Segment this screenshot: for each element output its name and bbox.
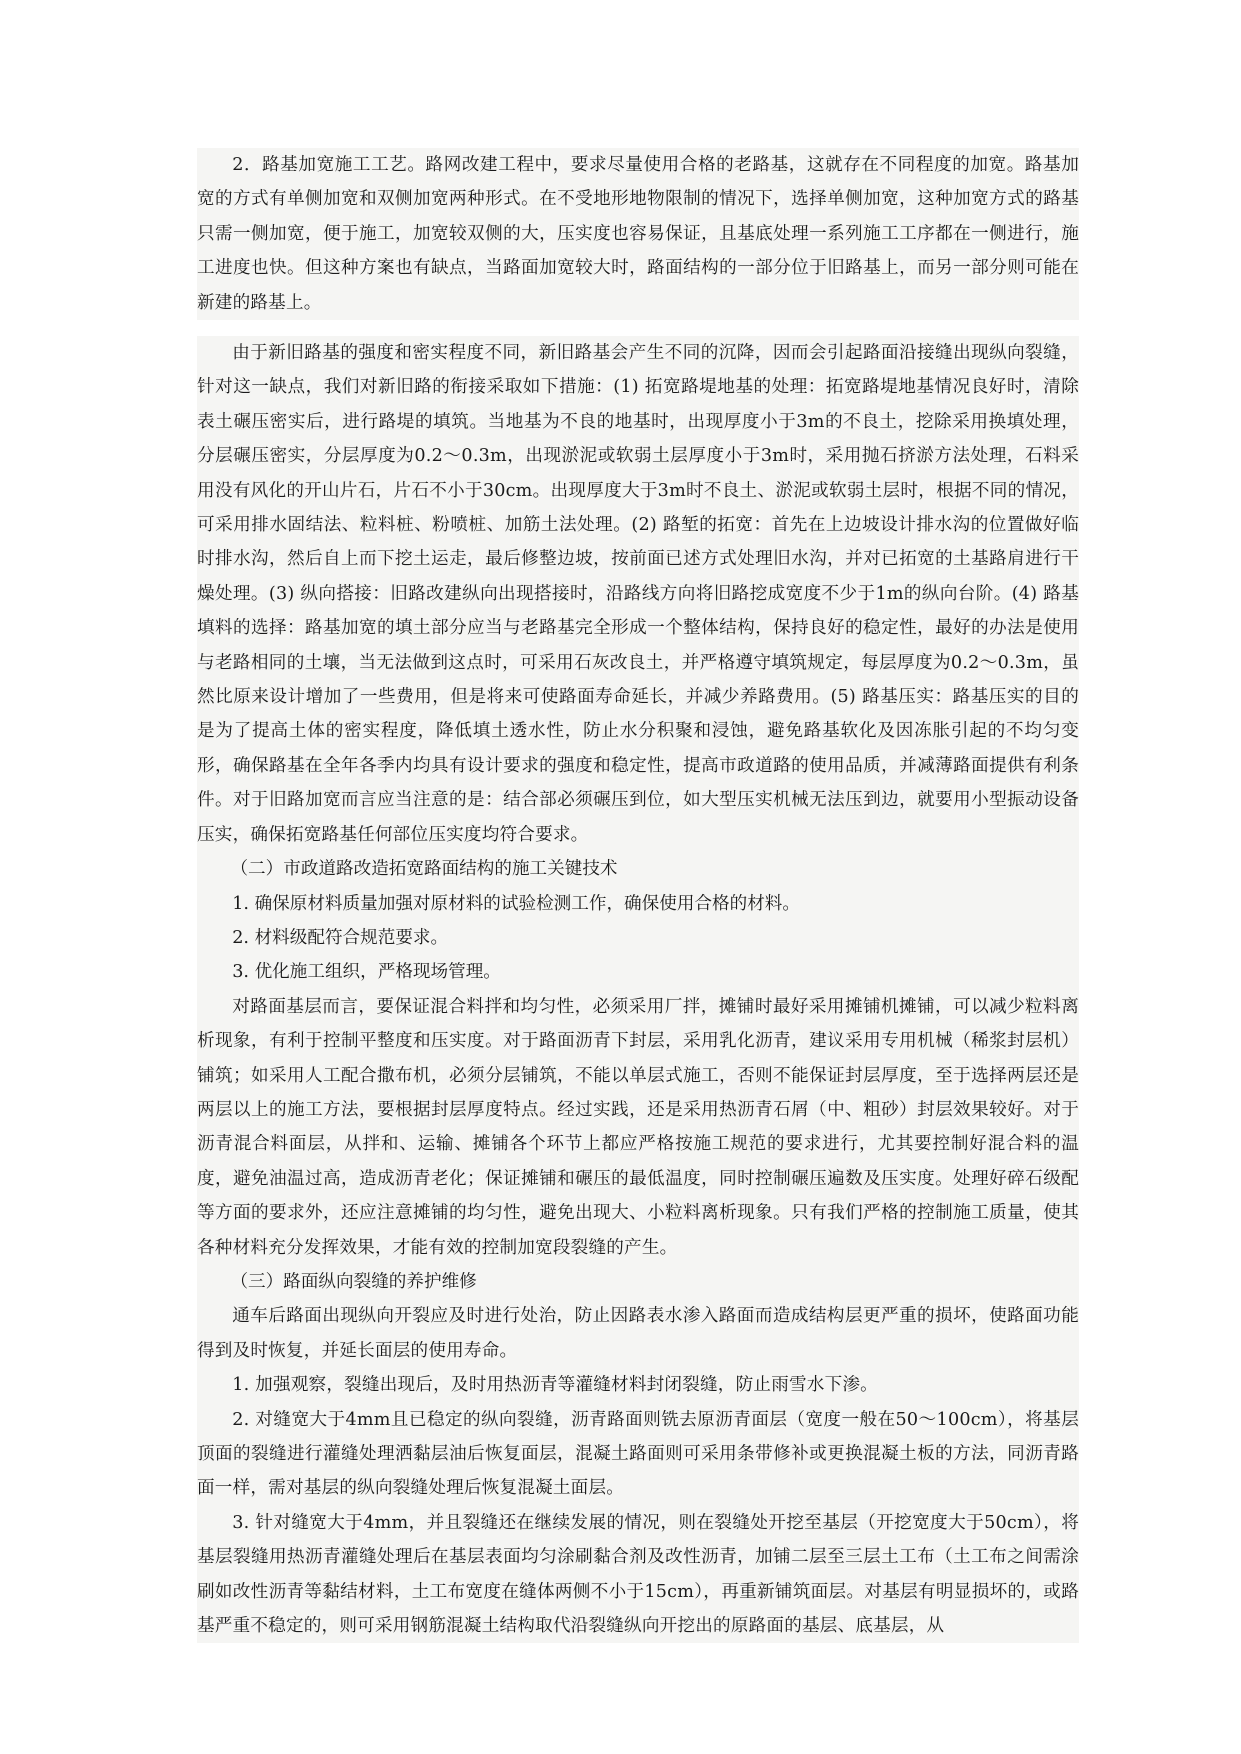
paragraph-joint-measures: 由于新旧路基的强度和密实程度不同，新旧路基会产生不同的沉降，因而会引起路面沿接缝出现纵向裂缝，针对这一缺点，我们对新旧路的衔接采取如下措施：(1) 拓宽路堤地基的处理：拓宽路堤地基情况良好时，清除表土碾压密实后，进行路堤的填筑。当地基为不良的地基时，出现厚度小于3m的不良土，挖除采用换填处理，分层碾压密实，分层厚度为0.2～0.3m，出现淤泥或软弱土层厚度小于3m时，采用抛石挤淤方法处理，石料采用没有风化的开山片石，片石不小于30cm。出现厚度大于3m时不良土、淤泥或软弱土层时，根据不同的情况，可采用排水固结法、粒料桩、粉喷桩、加筋土法处理。(2) 路堑的拓宽：首先在上边坡设计排水沟的位置做好临时排水沟，然后自上而下挖土运走，最后修整边坡，按前面已述方式处理旧水沟，并对已拓宽的土基路肩进行干燥处理。(3) 纵向搭接：旧路改建纵向出现搭接时，沿路线方向将旧路挖成宽度不少于1m的纵向台阶。(4) 路基填料的选择：路基加宽的填土部分应当与老路基完全形成一个整体结构，保持良好的稳定性，最好的办法是使用与老路相同的土壤，当无法做到这点时，可采用石灰改良土，并严格遵守填筑规定，每层厚度为0.2～0.3m，虽然比原来设计增加了一些费用，但是将来可使路面寿命延长，并减少养路费用。(5) 路基压实：路基压实的目的是为了提高土体的密实程度，降低填土透水性，防止水分积聚和浸蚀，避免路基软化及因冻胀引起的不均匀变形，确保路基在全年各季内均具有设计要求的强度和稳定性，提高市政道路的使用品质，并减薄路面提供有利条件。对于旧路加宽而言应当注意的是：结合部必须碾压到位，如大型压实机械无法压到边，就要用小型振动设备压实，确保拓宽路基任何部位压实度均符合要求。 (197, 343, 1079, 845)
paragraph-roadbed-widening: 2．路基加宽施工工艺。路网改建工程中，要求尽量使用合格的老路基，这就存在不同程度的加宽。路基加宽的方式有单侧加宽和双侧加宽两种形式。在不受地形地物限制的情况下，选择单侧加宽，这种加宽方式的路基只需一侧加宽，便于施工，加宽较双侧的大，压实度也容易保证，且基底处理一系列施工工序都在一侧进行，施工进度也快。但这种方案也有缺点，当路面加宽较大时，路面结构的一部分位于旧路基上，而另一部分则可能在新建的路基上。 (197, 155, 1079, 313)
list-item: 3. 优化施工组织，严格现场管理。 (232, 962, 501, 983)
text-block-top (197, 148, 1079, 320)
list-item: 1. 确保原材料质量加强对原材料的试验检测工作，确保使用合格的材料。 (232, 893, 800, 914)
section-heading-2: （二）市政道路改造拓宽路面结构的施工关键技术 (230, 859, 618, 880)
paragraph-base-layer: 对路面基层而言，要保证混合料拌和均匀性，必须采用厂拌，摊铺时最好采用摊铺机摊铺，可以减少粒料离析现象，有利于控制平整度和压实度。对于路面沥青下封层，采用乳化沥青，建议采用专用机械（稀浆封层机）铺筑；如采用人工配合撒布机，必须分层铺筑，不能以单层式施工，否则不能保证封层厚度，至于选择两层还是两层以上的施工方法，要根据封层厚度特点。经过实践，还是采用热沥青石屑（中、粗砂）封层效果较好。对于沥青混合料面层，从拌和、运输、摊铺各个环节上都应严格按施工规范的要求进行，尤其要控制好混合料的温度，避免油温过高，造成沥青老化；保证摊铺和碾压的最低温度，同时控制碾压遍数及压实度。处理好碎石级配等方面的要求外，还应注意摊铺的均匀性，避免出现大、小粒料离析现象。只有我们严格的控制施工质量，使其各种材料充分发挥效果，才能有效的控制加宽段裂缝的产生。 (197, 996, 1079, 1258)
paragraph-crack-repair-intro: 通车后路面出现纵向开裂应及时进行处治，防止因路表水渗入路面而造成结构层更严重的损坏，使路面功能得到及时恢复，并延长面层的使用寿命。 (197, 1306, 1079, 1361)
list-item: 3. 针对缝宽大于4mm，并且裂缝还在继续发展的情况，则在裂缝处开挖至基层（开挖宽度大于50cm），将基层裂缝用热沥青灌缝处理后在基层表面均匀涂刷黏合剂及改性沥青，加铺二层至三层土工布（土工布之间需涂刷如改性沥青等黏结材料，土工布宽度在缝体两侧不小于15cm），再重新铺筑面层。对基层有明显损坏的，或路基严重不稳定的，则可采用钢筋混凝土结构取代沿裂缝纵向开挖出的原路面的基层、底基层，从 (197, 1512, 1079, 1637)
list-item: 2. 材料级配符合规范要求。 (232, 927, 449, 948)
list-item: 1. 加强观察，裂缝出现后，及时用热沥青等灌缝材料封闭裂缝，防止雨雪水下渗。 (232, 1375, 878, 1396)
list-item: 2. 对缝宽大于4mm且已稳定的纵向裂缝，沥青路面则铣去原沥青面层（宽度一般在50～100cm），将基层顶面的裂缝进行灌缝处理洒黏层油后恢复面层，混凝土路面则可采用条带修补或更换混凝土板的方法，同沥青路面一样，需对基层的纵向裂缝处理后恢复混凝土面层。 (197, 1409, 1079, 1499)
section-heading-3: （三）路面纵向裂缝的养护维修 (230, 1271, 477, 1292)
text-block-main (197, 336, 1079, 1643)
